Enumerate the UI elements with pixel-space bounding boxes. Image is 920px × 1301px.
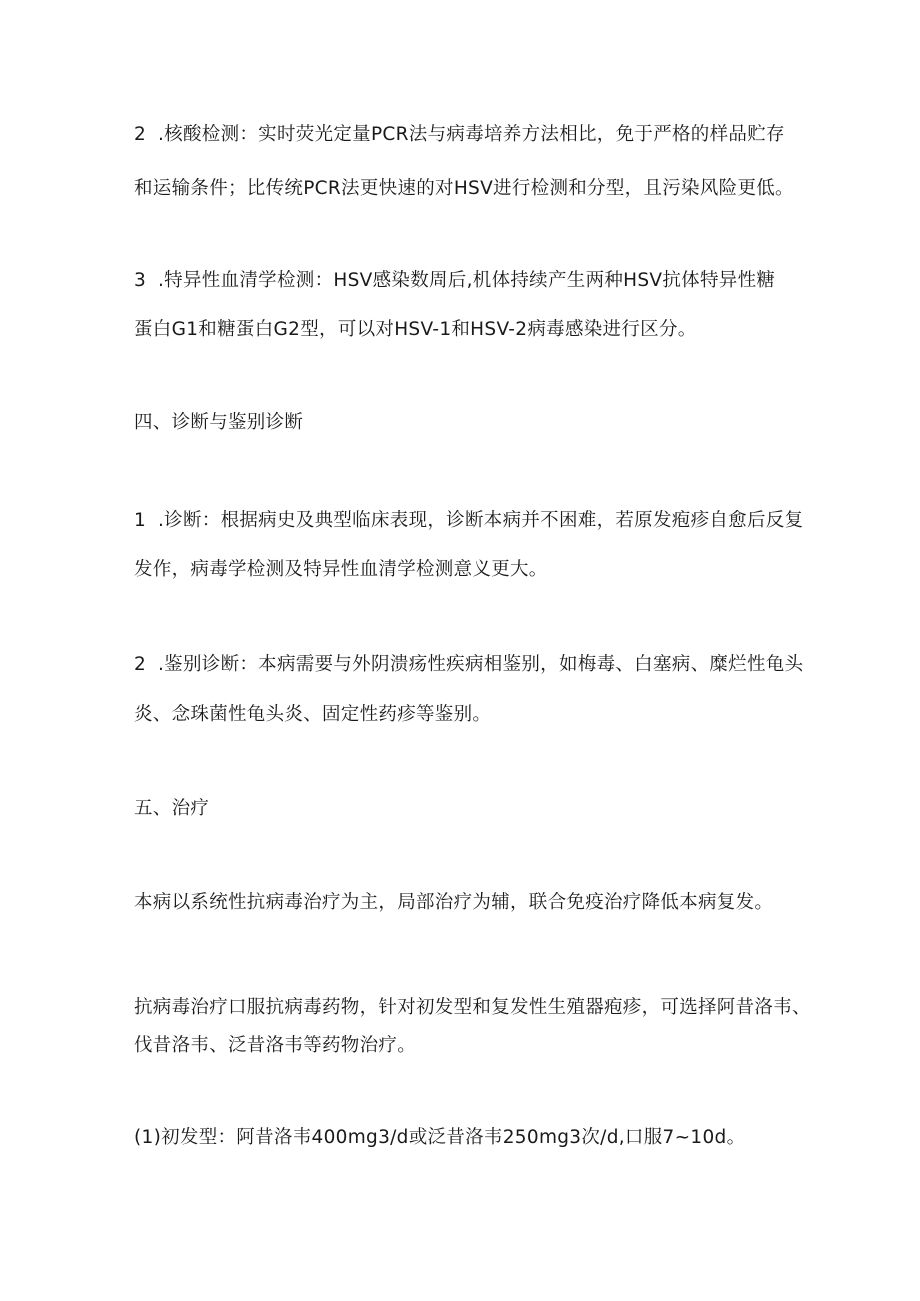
paragraph-text: 蛋白G1和糖蛋白G2型，可以对HSV-1和HSV-2病毒感染进行区分。	[134, 319, 697, 340]
item-number: 3	[134, 270, 147, 291]
item-number: 1	[134, 510, 147, 531]
paragraph-serology-line-2	[134, 317, 697, 343]
paragraph-text: (1)初发型：阿昔洛韦400mg3/d或泛昔洛韦250mg3次/d,口服7~10d。	[134, 1127, 746, 1148]
paragraph-differential-line-1	[134, 652, 803, 678]
paragraph-diagnosis-line-2	[134, 557, 548, 583]
heading-text: 四、诊断与鉴别诊断	[134, 412, 304, 433]
paragraph-text: 本病以系统性抗病毒治疗为主，局部治疗为辅，联合免疫治疗降低本病复发。	[134, 892, 774, 913]
item-number: 2	[134, 654, 147, 675]
paragraph-differential-line-2	[134, 702, 491, 728]
paragraph-nucleic-acid-line-2	[134, 176, 794, 202]
paragraph-antiviral-line-2	[134, 1033, 416, 1059]
paragraph-text: .特异性血清学检测：HSV感染数周后,机体持续产生两种HSV抗体特异性糖	[158, 270, 776, 291]
paragraph-diagnosis-line-1	[134, 508, 803, 534]
paragraph-treatment-principle	[134, 890, 773, 916]
paragraph-initial-type	[134, 1125, 745, 1151]
section-heading-treatment	[134, 796, 209, 822]
paragraph-text: .核酸检测：实时荧光定量PCR法与病毒培养方法相比，免于严格的样品贮存	[158, 124, 785, 145]
paragraph-text: 伐昔洛韦、泛昔洛韦等药物治疗。	[134, 1035, 417, 1056]
paragraph-text: 和运输条件；比传统PCR法更快速的对HSV进行检测和分型，且污染风险更低。	[134, 178, 794, 199]
paragraph-text: 抗病毒治疗口服抗病毒药物，针对初发型和复发性生殖器疱疹，可选择阿昔洛韦、	[134, 997, 811, 1018]
paragraph-text: 发作，病毒学检测及特异性血清学检测意义更大。	[134, 559, 548, 580]
paragraph-text: .鉴别诊断：本病需要与外阴溃疡性疾病相鉴别，如梅毒、白塞病、糜烂性龟头	[158, 654, 804, 675]
paragraph-text: 炎、念珠菌性龟头炎、固定性药疹等鉴别。	[134, 704, 492, 725]
paragraph-nucleic-acid-line-1	[134, 122, 785, 148]
heading-text: 五、治疗	[134, 798, 210, 819]
paragraph-text: .诊断：根据病史及典型临床表现，诊断本病并不困难，若原发疱疹自愈后反复	[158, 510, 804, 531]
item-number: 2	[134, 124, 147, 145]
paragraph-serology-line-1	[134, 268, 775, 294]
paragraph-antiviral-line-1	[134, 995, 811, 1021]
section-heading-diagnosis	[134, 410, 303, 436]
